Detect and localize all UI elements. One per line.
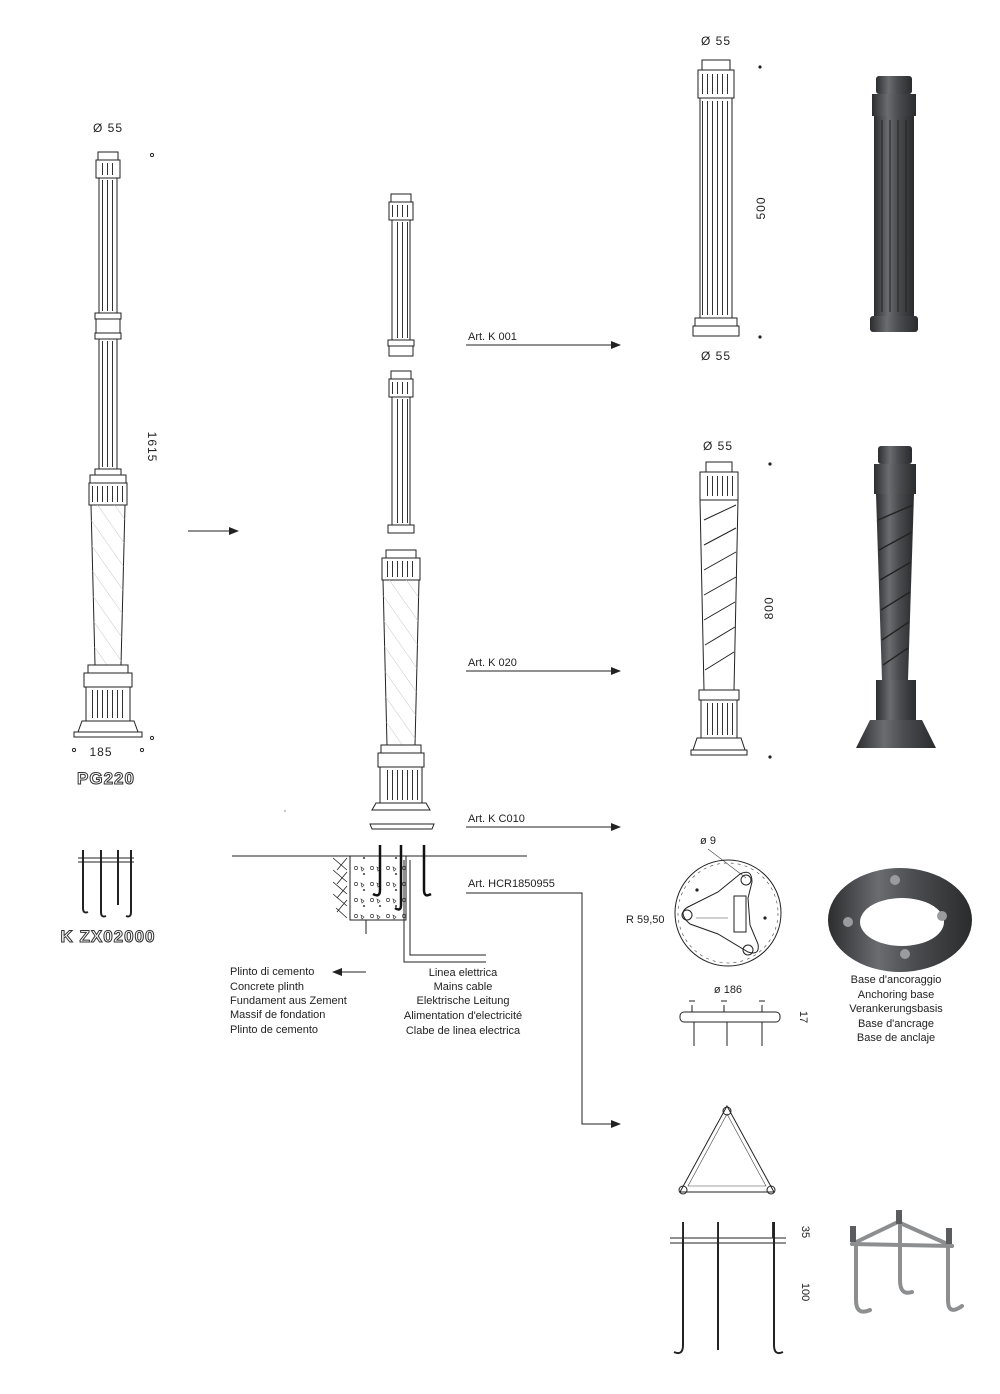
base-plate-drawing xyxy=(626,835,809,1046)
cable-caption-line: Clabe de linea electrica xyxy=(405,1025,521,1037)
cable-caption-line: Mains cable xyxy=(433,981,493,993)
anchor-base-caption-line: Base de anclaje xyxy=(856,1032,936,1044)
anchor-base-caption xyxy=(849,974,943,1044)
anchor-frame-small xyxy=(61,850,156,946)
foundation-caption-line: Concrete plinth xyxy=(230,981,304,993)
exploded-pole-drawing xyxy=(370,194,434,829)
k001-height: 500 xyxy=(754,196,768,220)
pole-code: PG220 xyxy=(77,769,135,788)
foundation-caption xyxy=(230,966,366,1036)
k020-drawing xyxy=(691,439,776,759)
k020-height: 800 xyxy=(762,596,776,620)
plate-radius: R 59,50 xyxy=(626,914,665,926)
anchor-code: K ZX02000 xyxy=(60,927,156,946)
k020-photo xyxy=(856,446,936,748)
anchor-base-caption-line: Base d'ancoraggio xyxy=(850,974,942,986)
cable-caption xyxy=(404,967,522,1037)
hole-diameter: ø 9 xyxy=(700,835,716,847)
pole-height-dimension: 1615 xyxy=(145,431,159,463)
anchor-cage-drawing xyxy=(670,1106,811,1353)
foundation-caption-line: Plinto de cemento xyxy=(230,1024,319,1036)
k020-top-diameter: Ø 55 xyxy=(702,439,734,453)
component-label: Art. K C010 xyxy=(468,813,525,825)
k001-top-diameter: Ø 55 xyxy=(700,34,732,48)
anchor-base-photo xyxy=(828,868,972,972)
k001-bottom-diameter: Ø 55 xyxy=(700,349,732,363)
assembled-pole-drawing xyxy=(72,121,159,788)
anchor-base-caption-line: Anchoring base xyxy=(857,989,935,1001)
foundation-caption-line: Plinto di cemento xyxy=(230,966,315,978)
anchor-cage-photo xyxy=(850,1210,962,1312)
pole-top-diameter: Ø 55 xyxy=(92,121,124,135)
cable-caption-line: Elektrische Leitung xyxy=(416,995,510,1007)
plate-thickness: 17 xyxy=(797,1010,809,1024)
anchor-top-dimension: 35 xyxy=(799,1225,811,1239)
foundation-caption-line: Massif de fondation xyxy=(230,1009,326,1021)
k001-photo xyxy=(870,76,918,332)
plate-diameter: ø 186 xyxy=(713,984,743,996)
component-label: Art. HCR1850955 xyxy=(468,878,555,890)
pole-base-width: 185 xyxy=(89,745,113,759)
foundation-caption-line: Fundament aus Zement xyxy=(230,995,347,1007)
cable-caption-line: Alimentation d'electricité xyxy=(403,1010,523,1022)
anchor-base-caption-line: Verankerungsbasis xyxy=(849,1003,943,1015)
anchor-base-caption-line: Base d'ancrage xyxy=(857,1018,935,1030)
component-label: Art. K 001 xyxy=(468,331,517,343)
cable-caption-line: Linea elettrica xyxy=(428,967,498,979)
component-label: Art. K 020 xyxy=(468,657,517,669)
k001-drawing xyxy=(693,34,768,363)
anchor-depth-dimension: 100 xyxy=(799,1282,811,1302)
